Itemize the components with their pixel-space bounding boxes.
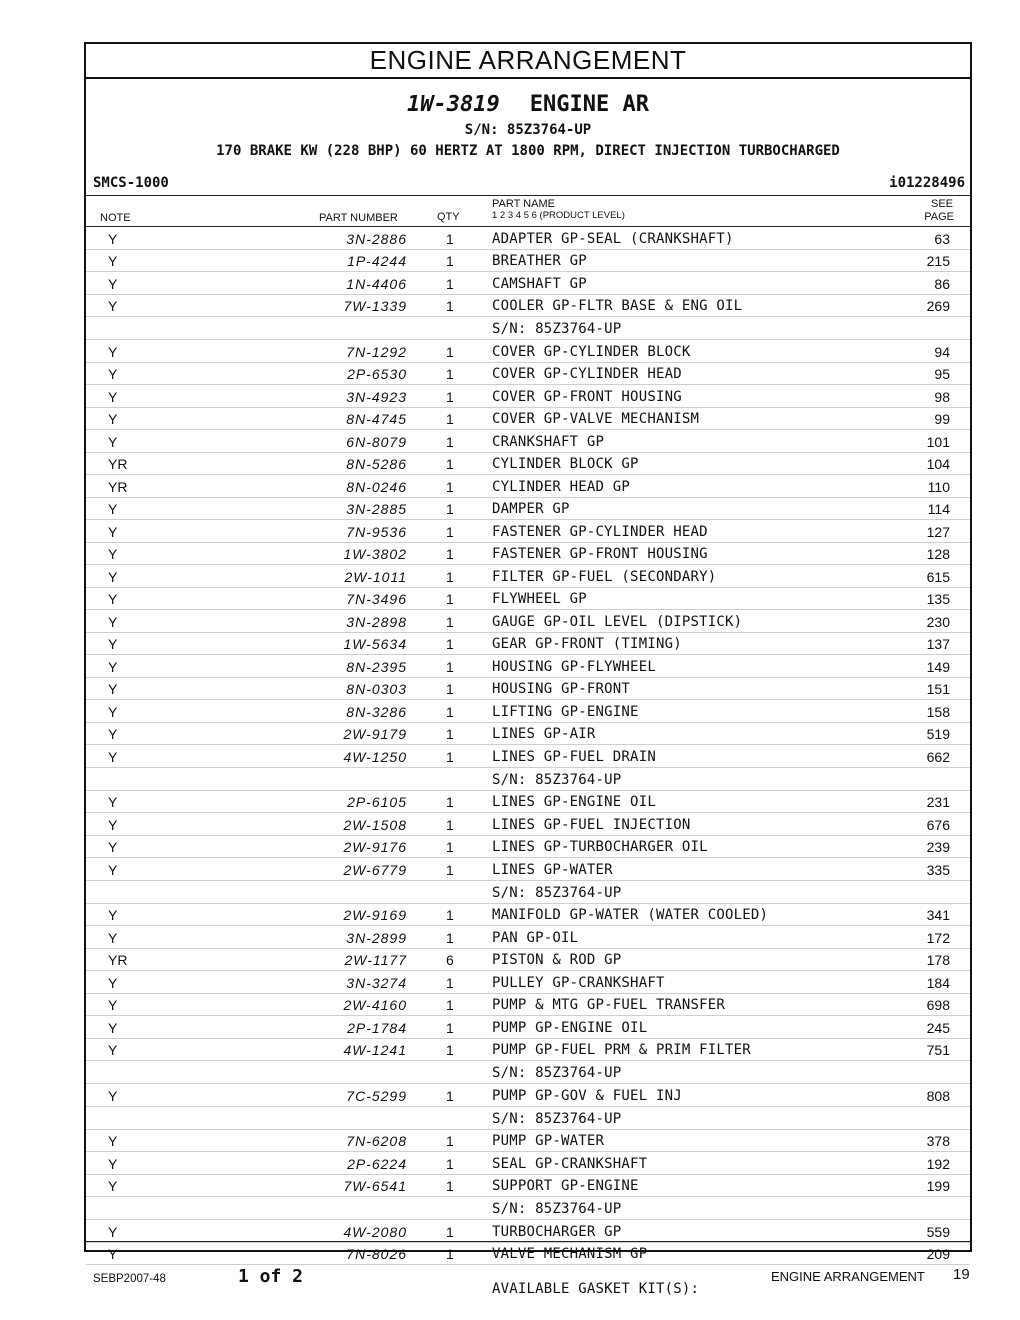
parts-table-body (86, 227, 970, 1265)
table-row (86, 971, 970, 994)
part-name-cell: LINES GP-AIR (492, 726, 596, 742)
qty-cell: 1 (446, 1019, 454, 1036)
product-level-header: 1 2 3 4 5 6 (PRODUCT LEVEL) (492, 210, 625, 221)
part-number-cell: 3N-2886 (346, 230, 407, 247)
part-name-cell: S/N: 85Z3764-UP (492, 1110, 622, 1127)
section-pagination: 1 of 2 (238, 1266, 304, 1287)
table-row (86, 858, 970, 881)
table-row (86, 678, 970, 701)
smcs-code: SMCS-1000 (93, 175, 169, 191)
qty-cell: 1 (446, 861, 454, 878)
qty-cell: 1 (446, 230, 454, 247)
see-page-cell: 104 (926, 456, 950, 472)
note-cell: Y (108, 681, 118, 697)
table-row (86, 543, 970, 566)
qty-cell: 1 (446, 478, 454, 495)
part-name-cell: HOUSING GP-FLYWHEEL (492, 658, 656, 675)
table-row (86, 745, 970, 768)
part-number-cell: 3N-3274 (346, 974, 407, 991)
note-cell: Y (108, 1087, 118, 1104)
note-cell: Y (108, 748, 118, 765)
part-name-cell: FLYWHEEL GP (492, 591, 587, 607)
part-number-cell: 2W-4160 (343, 997, 407, 1013)
see-page-cell: 335 (926, 861, 950, 878)
table-row (86, 295, 970, 318)
part-number-cell: 1N-4406 (346, 275, 407, 292)
see-page-cell: 378 (926, 1133, 950, 1149)
see-page-cell: 151 (926, 681, 950, 697)
qty-cell: 1 (446, 433, 454, 450)
part-name-cell: S/N: 85Z3764-UP (492, 884, 622, 901)
see-page-cell: 559 (926, 1223, 950, 1240)
part-number-cell: 8N-0303 (346, 681, 407, 697)
part-number-cell: 2P-6105 (347, 794, 407, 810)
part-number-cell: 2P-1784 (347, 1019, 407, 1036)
note-cell: Y (108, 1246, 118, 1262)
part-name-cell: PISTON & ROD GP (492, 952, 622, 968)
part-name-cell: PUMP GP-GOV & FUEL INJ (492, 1087, 682, 1104)
part-number-cell: 7W-6541 (343, 1178, 407, 1194)
part-number-cell: 3N-4923 (346, 388, 407, 405)
note-cell: Y (108, 861, 118, 878)
table-row (86, 610, 970, 633)
see-page-cell: 114 (927, 501, 950, 517)
note-cell: Y (108, 997, 118, 1013)
see-page-cell: 676 (926, 816, 950, 833)
see-page-cell: 215 (926, 253, 950, 269)
table-row (86, 430, 970, 453)
note-cell: Y (108, 974, 118, 991)
qty-cell: 1 (446, 1133, 454, 1149)
part-name-cell: S/N: 85Z3764-UP (492, 1201, 622, 1217)
page-column-header: PAGE (924, 211, 954, 223)
serial-note-row (86, 768, 970, 791)
note-cell: Y (108, 366, 118, 382)
part-number-cell: 2W-9176 (343, 839, 407, 855)
table-row (86, 904, 970, 927)
note-cell: Y (108, 636, 118, 652)
qty-cell: 6 (446, 952, 454, 968)
part-name-cell: CRANKSHAFT GP (492, 433, 605, 450)
qty-cell: 1 (446, 275, 454, 292)
see-page-cell: 230 (926, 613, 950, 630)
note-cell: Y (108, 433, 118, 450)
table-row (86, 1084, 970, 1107)
qty-cell: 1 (446, 568, 454, 585)
note-cell: Y (108, 275, 118, 292)
note-cell: Y (108, 907, 118, 923)
note-cell: Y (108, 613, 118, 630)
part-name-cell: SEAL GP-CRANKSHAFT (492, 1155, 648, 1172)
see-page-cell: 341 (926, 907, 950, 923)
table-row (86, 408, 970, 431)
note-cell: Y (108, 1019, 118, 1036)
part-number-cell: 7C-5299 (346, 1087, 407, 1104)
part-name-cell: FASTENER GP-FRONT HOUSING (492, 546, 708, 562)
part-number-cell: 8N-2395 (346, 658, 407, 675)
table-row (86, 565, 970, 588)
table-row (86, 363, 970, 386)
page-footer (0, 1262, 1020, 1292)
note-cell: Y (108, 230, 118, 247)
note-cell: Y (108, 1042, 118, 1058)
qty-cell: 1 (446, 523, 454, 540)
see-column-header: SEE (930, 198, 953, 210)
qty-cell: 1 (446, 613, 454, 630)
see-page-cell: 199 (926, 1178, 950, 1194)
table-row (86, 250, 970, 273)
see-page-cell: 245 (926, 1019, 950, 1036)
see-page-cell: 269 (926, 298, 950, 314)
note-cell: Y (108, 1155, 118, 1172)
qty-cell: 1 (446, 997, 454, 1013)
note-cell: Y (108, 929, 118, 946)
qty-cell: 1 (446, 974, 454, 991)
part-name-cell: PUMP GP-WATER (492, 1133, 605, 1149)
qty-cell: 1 (446, 591, 454, 607)
table-row (86, 949, 970, 972)
part-number-column-header: PART NUMBER (319, 212, 398, 224)
part-number-cell: 1W-5634 (343, 636, 407, 652)
model-number: 1W-3819 (407, 92, 500, 117)
part-name-cell: LINES GP-FUEL INJECTION (492, 816, 691, 833)
table-row (86, 453, 970, 476)
see-page-cell: 101 (926, 433, 950, 450)
see-page-cell: 137 (926, 636, 950, 652)
part-number-cell: 2P-6224 (347, 1155, 407, 1172)
see-page-cell: 135 (926, 591, 950, 607)
note-cell: YR (108, 952, 128, 968)
table-row (86, 1130, 970, 1153)
document-number: SEBP2007-48 (93, 1273, 166, 1285)
qty-cell: 1 (446, 748, 454, 765)
see-page-cell: 519 (926, 726, 950, 742)
part-name-cell: CYLINDER BLOCK GP (492, 456, 639, 472)
column-headers (86, 195, 970, 227)
table-row (86, 994, 970, 1017)
illustration-id: i01228496 (889, 175, 965, 191)
part-number-cell: 2W-1508 (343, 816, 407, 833)
qty-cell: 1 (446, 658, 454, 675)
part-number-cell: 2W-6779 (343, 861, 407, 878)
see-page-cell: 808 (926, 1087, 950, 1104)
see-page-cell: 98 (934, 388, 950, 405)
part-name-cell: PUMP & MTG GP-FUEL TRANSFER (492, 997, 725, 1013)
qty-cell: 1 (446, 1155, 454, 1172)
part-name-cell: COVER GP-CYLINDER HEAD (492, 366, 682, 382)
table-row (86, 1039, 970, 1062)
qty-cell: 1 (446, 703, 454, 720)
note-cell: Y (108, 568, 118, 585)
serial-note-row (86, 1197, 970, 1220)
part-number-cell: 8N-3286 (346, 703, 407, 720)
part-name-cell: LINES GP-WATER (492, 861, 613, 878)
qty-cell: 1 (446, 1087, 454, 1104)
qty-cell: 1 (446, 1042, 454, 1058)
see-page-cell: 94 (934, 343, 950, 360)
part-number-cell: 1P-4244 (347, 253, 407, 269)
table-row (86, 1152, 970, 1175)
note-cell: Y (108, 411, 118, 427)
note-cell: Y (108, 816, 118, 833)
note-cell: Y (108, 703, 118, 720)
see-page-cell: 99 (934, 411, 950, 427)
part-name-cell: COOLER GP-FLTR BASE & ENG OIL (492, 298, 743, 314)
see-page-cell: 86 (934, 275, 950, 292)
part-name-cell: FASTENER GP-CYLINDER HEAD (492, 523, 708, 540)
see-page-cell: 239 (926, 839, 950, 855)
see-page-cell: 192 (926, 1155, 950, 1172)
see-page-cell: 698 (926, 997, 950, 1013)
part-name-cell: PAN GP-OIL (492, 929, 579, 946)
qty-column-header: QTY (437, 211, 460, 223)
table-row (86, 475, 970, 498)
part-number-cell: 7N-8026 (346, 1246, 407, 1262)
part-name-cell: COVER GP-VALVE MECHANISM (492, 411, 700, 427)
see-page-cell: 95 (934, 366, 950, 382)
gasket-kit-label: AVAILABLE GASKET KIT(S): (492, 1281, 700, 1297)
part-name-cell: FILTER GP-FUEL (SECONDARY) (492, 568, 717, 585)
part-name-cell: LINES GP-FUEL DRAIN (492, 748, 656, 765)
qty-cell: 1 (446, 411, 454, 427)
part-number-cell: 2W-1177 (344, 952, 407, 968)
part-number-cell: 4W-1241 (343, 1042, 407, 1058)
table-row (86, 588, 970, 611)
see-page-cell: 158 (926, 703, 950, 720)
table-row (86, 723, 970, 746)
note-cell: Y (108, 1133, 118, 1149)
table-row (86, 655, 970, 678)
part-name-cell: VALVE MECHANISM GP (492, 1246, 648, 1262)
table-row (86, 1175, 970, 1198)
qty-cell: 1 (446, 794, 454, 810)
qty-cell: 1 (446, 366, 454, 382)
part-number-cell: 2W-9179 (343, 726, 407, 742)
note-cell: Y (108, 726, 118, 742)
qty-cell: 1 (446, 388, 454, 405)
qty-cell: 1 (446, 726, 454, 742)
qty-cell: 1 (446, 546, 454, 562)
qty-cell: 1 (446, 298, 454, 314)
part-name-cell: CYLINDER HEAD GP (492, 478, 631, 495)
part-name-column-header: PART NAME (492, 198, 555, 210)
part-name-cell: CAMSHAFT GP (492, 275, 587, 292)
model-title: ENGINE AR (529, 92, 649, 117)
part-name-cell: TURBOCHARGER GP (492, 1223, 622, 1240)
table-row (86, 633, 970, 656)
section-title: ENGINE ARRANGEMENT (86, 44, 970, 79)
part-name-cell: BREATHER GP (492, 253, 587, 269)
model-heading (86, 91, 970, 119)
part-number-cell: 7W-1339 (343, 298, 407, 314)
see-page-cell: 178 (926, 952, 950, 968)
part-name-cell: GAUGE GP-OIL LEVEL (DIPSTICK) (492, 613, 743, 630)
part-name-cell: MANIFOLD GP-WATER (WATER COOLED) (492, 907, 769, 923)
part-name-cell: S/N: 85Z3764-UP (492, 1065, 622, 1081)
qty-cell: 1 (446, 456, 454, 472)
part-number-cell: 7N-9536 (346, 523, 407, 540)
note-cell: Y (108, 546, 118, 562)
note-cell: Y (108, 839, 118, 855)
serial-note-row (86, 317, 970, 340)
part-number-cell: 7N-6208 (346, 1133, 407, 1149)
qty-cell: 1 (446, 501, 454, 517)
qty-cell: 1 (446, 253, 454, 269)
qty-cell: 1 (446, 343, 454, 360)
part-number-cell: 7N-3496 (346, 591, 407, 607)
see-page-cell: 63 (934, 230, 950, 247)
part-name-cell: PUMP GP-ENGINE OIL (492, 1019, 648, 1036)
note-cell: YR (108, 478, 128, 495)
table-row (86, 813, 970, 836)
part-name-cell: HOUSING GP-FRONT (492, 681, 631, 697)
serial-note-row (86, 1107, 970, 1130)
see-page-cell: 184 (926, 974, 950, 991)
footer-section-title: ENGINE ARRANGEMENT (771, 1269, 925, 1284)
see-page-cell: 128 (926, 546, 950, 562)
table-row (86, 227, 970, 250)
see-page-cell: 110 (927, 478, 950, 495)
part-name-cell: PULLEY GP-CRANKSHAFT (492, 974, 665, 991)
qty-cell: 1 (446, 681, 454, 697)
note-cell: Y (108, 388, 118, 405)
table-row (86, 926, 970, 949)
see-page-cell: 149 (926, 658, 950, 675)
part-name-cell: LINES GP-TURBOCHARGER OIL (492, 839, 708, 855)
see-page-cell: 209 (926, 1246, 950, 1262)
smcs-row (86, 175, 970, 195)
qty-cell: 1 (446, 1246, 454, 1262)
see-page-cell: 615 (926, 568, 950, 585)
note-cell: Y (108, 1178, 118, 1194)
note-cell: YR (108, 456, 128, 472)
part-name-cell: LIFTING GP-ENGINE (492, 703, 639, 720)
table-row (86, 836, 970, 859)
note-cell: Y (108, 298, 118, 314)
part-name-cell: COVER GP-CYLINDER BLOCK (492, 343, 691, 360)
part-name-cell: GEAR GP-FRONT (TIMING) (492, 636, 682, 652)
bottom-rule (86, 1241, 970, 1242)
part-number-cell: 8N-0246 (346, 478, 407, 495)
part-number-cell: 4W-2080 (343, 1223, 407, 1240)
see-page-cell: 172 (926, 929, 950, 946)
see-page-cell: 231 (926, 794, 950, 810)
qty-cell: 1 (446, 636, 454, 652)
part-number-cell: 2P-6530 (347, 366, 407, 382)
note-cell: Y (108, 253, 118, 269)
table-row (86, 498, 970, 521)
part-number-cell: 4W-1250 (343, 748, 407, 765)
table-row (86, 340, 970, 363)
part-number-cell: 6N-8079 (346, 433, 407, 450)
qty-cell: 1 (446, 929, 454, 946)
serial-range: S/N: 85Z3764-UP (464, 122, 592, 138)
note-cell: Y (108, 501, 118, 517)
note-column-header: NOTE (100, 212, 131, 224)
note-cell: Y (108, 343, 118, 360)
part-name-cell: S/N: 85Z3764-UP (492, 321, 622, 337)
note-cell: Y (108, 1223, 118, 1240)
table-row (86, 791, 970, 814)
table-row (86, 1016, 970, 1039)
part-number-cell: 2W-1011 (344, 568, 407, 585)
serial-note-row (86, 881, 970, 904)
table-row (86, 272, 970, 295)
part-number-cell: 1W-3802 (343, 546, 407, 562)
part-number-cell: 7N-1292 (346, 343, 407, 360)
serial-note-row (86, 1061, 970, 1084)
qty-cell: 1 (446, 839, 454, 855)
note-cell: Y (108, 794, 118, 810)
part-name-cell: SUPPORT GP-ENGINE (492, 1178, 639, 1194)
part-name-cell: S/N: 85Z3764-UP (492, 771, 622, 788)
part-name-cell: COVER GP-FRONT HOUSING (492, 388, 682, 405)
qty-cell: 1 (446, 907, 454, 923)
qty-cell: 1 (446, 1223, 454, 1240)
table-row (86, 520, 970, 543)
note-cell: Y (108, 591, 118, 607)
part-name-cell: DAMPER GP (492, 501, 570, 517)
part-number-cell: 8N-4745 (346, 411, 407, 427)
qty-cell: 1 (446, 816, 454, 833)
engine-description: 170 BRAKE KW (228 BHP) 60 HERTZ AT 1800 RPM, DIRECT INJECTION TURBOCHARGED (216, 143, 840, 159)
part-number-cell: 2W-9169 (343, 907, 407, 923)
part-number-cell: 8N-5286 (346, 456, 407, 472)
part-name-cell: PUMP GP-FUEL PRM & PRIM FILTER (492, 1042, 751, 1058)
part-name-cell: LINES GP-ENGINE OIL (492, 794, 656, 810)
part-number-cell: 3N-2899 (346, 929, 407, 946)
table-row (86, 1220, 970, 1243)
note-cell: Y (108, 658, 118, 675)
part-name-cell: ADAPTER GP-SEAL (CRANKSHAFT) (492, 230, 734, 247)
table-row (86, 385, 970, 408)
qty-cell: 1 (446, 1178, 454, 1194)
see-page-cell: 662 (926, 748, 950, 765)
part-number-cell: 3N-2898 (346, 613, 407, 630)
part-number-cell: 3N-2885 (346, 501, 407, 517)
see-page-cell: 127 (926, 523, 950, 540)
see-page-cell: 751 (926, 1042, 950, 1058)
table-row (86, 700, 970, 723)
note-cell: Y (108, 523, 118, 540)
page-number: 19 (953, 1266, 970, 1283)
